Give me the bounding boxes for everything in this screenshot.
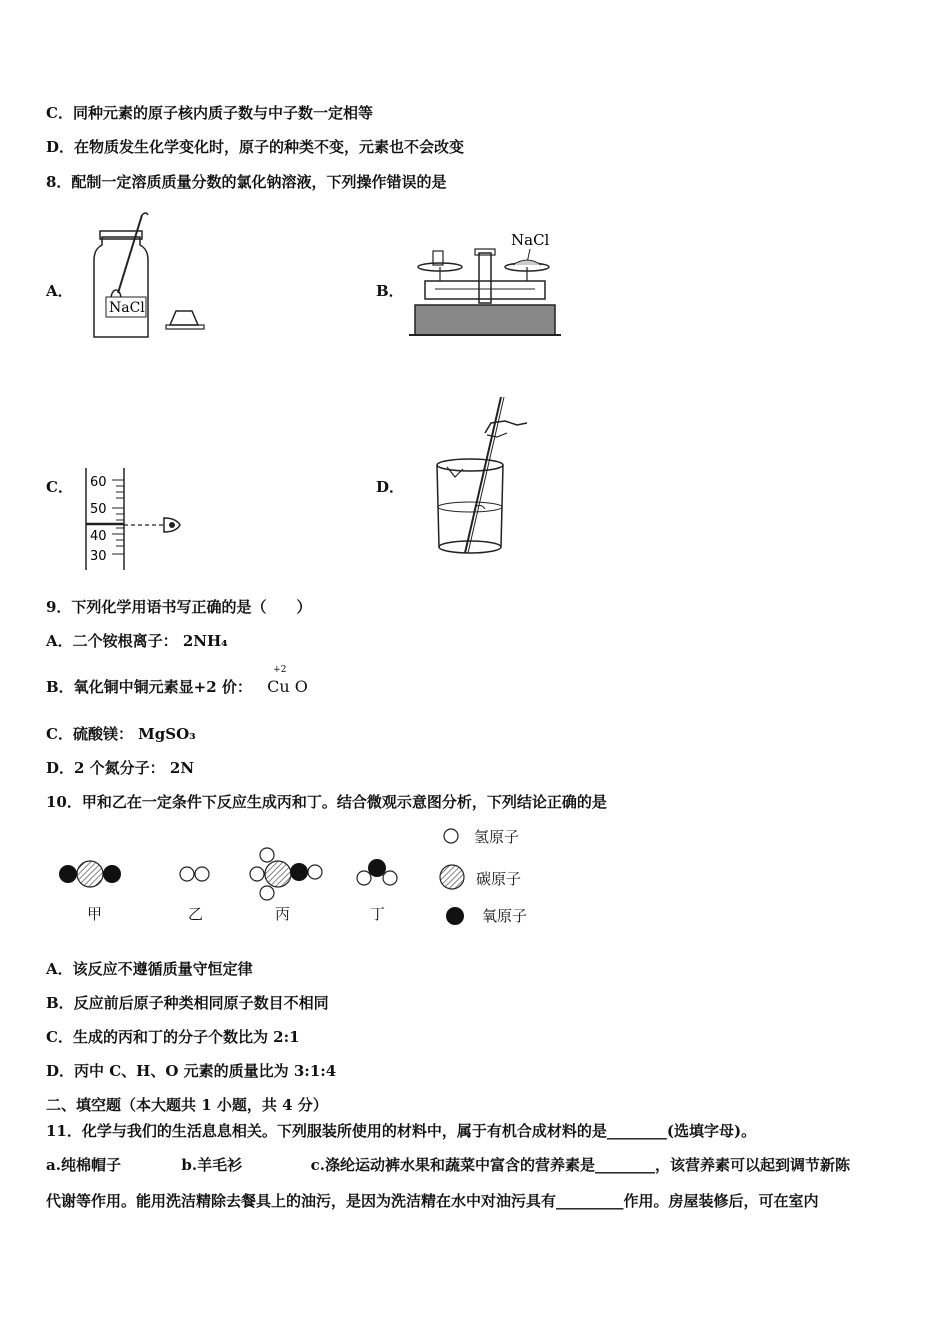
q11-stem: 11．化学与我们的生活息息相关。下列服装所使用的材料中，属于有机合成材料的是________(选填字母)。 <box>46 1122 757 1140</box>
q9-stem: 9．下列化学用语书写正确的是（ ） <box>46 598 312 616</box>
q10-legend-oxygen: 氧原子 <box>482 907 528 925</box>
molecule-jia <box>59 861 121 887</box>
q11-line-3: 代谢等作用。能用洗洁精除去餐具上的油污，是因为洗洁精在水中对油污具有_________作用。房屋装修后，可在室内 <box>46 1192 819 1210</box>
q8-label-d: D． <box>376 478 405 496</box>
q11-line-2 <box>46 1154 850 1175</box>
q10-caption-bing: 丙 <box>275 905 291 923</box>
q10-legend-carbon: 碳原子 <box>476 870 522 888</box>
q9-option-b-text: B．氧化铜中铜元素显+2 价： <box>46 678 252 696</box>
q8-label-b: B． <box>376 282 404 300</box>
q10-option-a: A．该反应不遵循质量守恒定律 <box>46 960 253 978</box>
q7-option-c: C．同种元素的原子核内质子数与中子数一定相等 <box>46 104 373 122</box>
q8-figure-c-tick-60: 60 <box>90 475 107 490</box>
q8-figure-d-beaker-stirring <box>425 395 535 565</box>
q8-figure-a-label: NaCl <box>109 300 145 316</box>
hydrogen-atom-icon <box>444 829 458 843</box>
oxygen-atom-icon <box>446 907 464 925</box>
q11-choice-a: a.纯棉帽子 <box>46 1156 121 1174</box>
q9-option-b <box>46 665 308 697</box>
q10-caption-yi: 乙 <box>188 905 204 923</box>
q10-caption-ding: 丁 <box>370 905 386 923</box>
q9-option-a: A．二个铵根离子： 2NH₄ <box>46 632 228 650</box>
q8-stem: 8．配制一定溶质质量分数的氯化钠溶液，下列操作错误的是 <box>46 173 447 191</box>
q8-figure-c-tick-30: 30 <box>90 549 107 564</box>
q8-figure-c-tick-40: 40 <box>90 529 107 544</box>
q9-option-b-formula: Cu O <box>267 677 308 696</box>
carbon-atom-icon <box>440 865 464 889</box>
q9-option-b-valence: +2 <box>273 665 287 675</box>
q11-choice-c: c.涤纶运动裤水果和蔬菜中富含的营养素是________，该营养素可以起到调节新陈 <box>310 1156 850 1174</box>
q10-legend-hydrogen: 氢原子 <box>474 828 520 846</box>
q8-figure-c-tick-50: 50 <box>90 502 107 517</box>
q9-option-b-formula-wrap <box>267 665 308 696</box>
q10-molecule-diagram <box>50 840 350 910</box>
q10-stem: 10．甲和乙在一定条件下反应生成丙和丁。结合微观示意图分析，下列结论正确的是 <box>46 793 607 811</box>
q8-figure-b-balance <box>405 225 565 340</box>
section-2-heading: 二、填空题（本大题共 1 小题，共 4 分） <box>46 1096 328 1114</box>
molecule-bing <box>250 848 322 900</box>
q8-figure-b-label: NaCl <box>511 231 550 249</box>
q9-option-d: D．2 个氮分子： 2N <box>46 759 195 777</box>
molecule-yi <box>180 867 209 881</box>
q11-choice-b: b.羊毛衫 <box>181 1156 243 1174</box>
q7-option-d: D．在物质发生化学变化时，原子的种类不变，元素也不会改变 <box>46 138 465 156</box>
q10-caption-jia: 甲 <box>87 905 103 923</box>
q8-label-a: A． <box>46 282 73 300</box>
q8-figure-c-cylinder <box>80 468 190 573</box>
q8-label-c: C． <box>46 478 73 496</box>
q10-legend-icons <box>436 822 470 932</box>
q8-figure-a-reagent-bottle <box>80 205 210 340</box>
q10-molecule-ding <box>352 850 412 900</box>
q10-option-b: B．反应前后原子种类相同原子数目不相同 <box>46 994 329 1012</box>
q10-option-d: D．丙中 C、H、O 元素的质量比为 3:1:4 <box>46 1062 337 1080</box>
q9-option-c: C．硫酸镁： MgSO₃ <box>46 725 196 743</box>
q10-option-c: C．生成的丙和丁的分子个数比为 2:1 <box>46 1028 300 1046</box>
